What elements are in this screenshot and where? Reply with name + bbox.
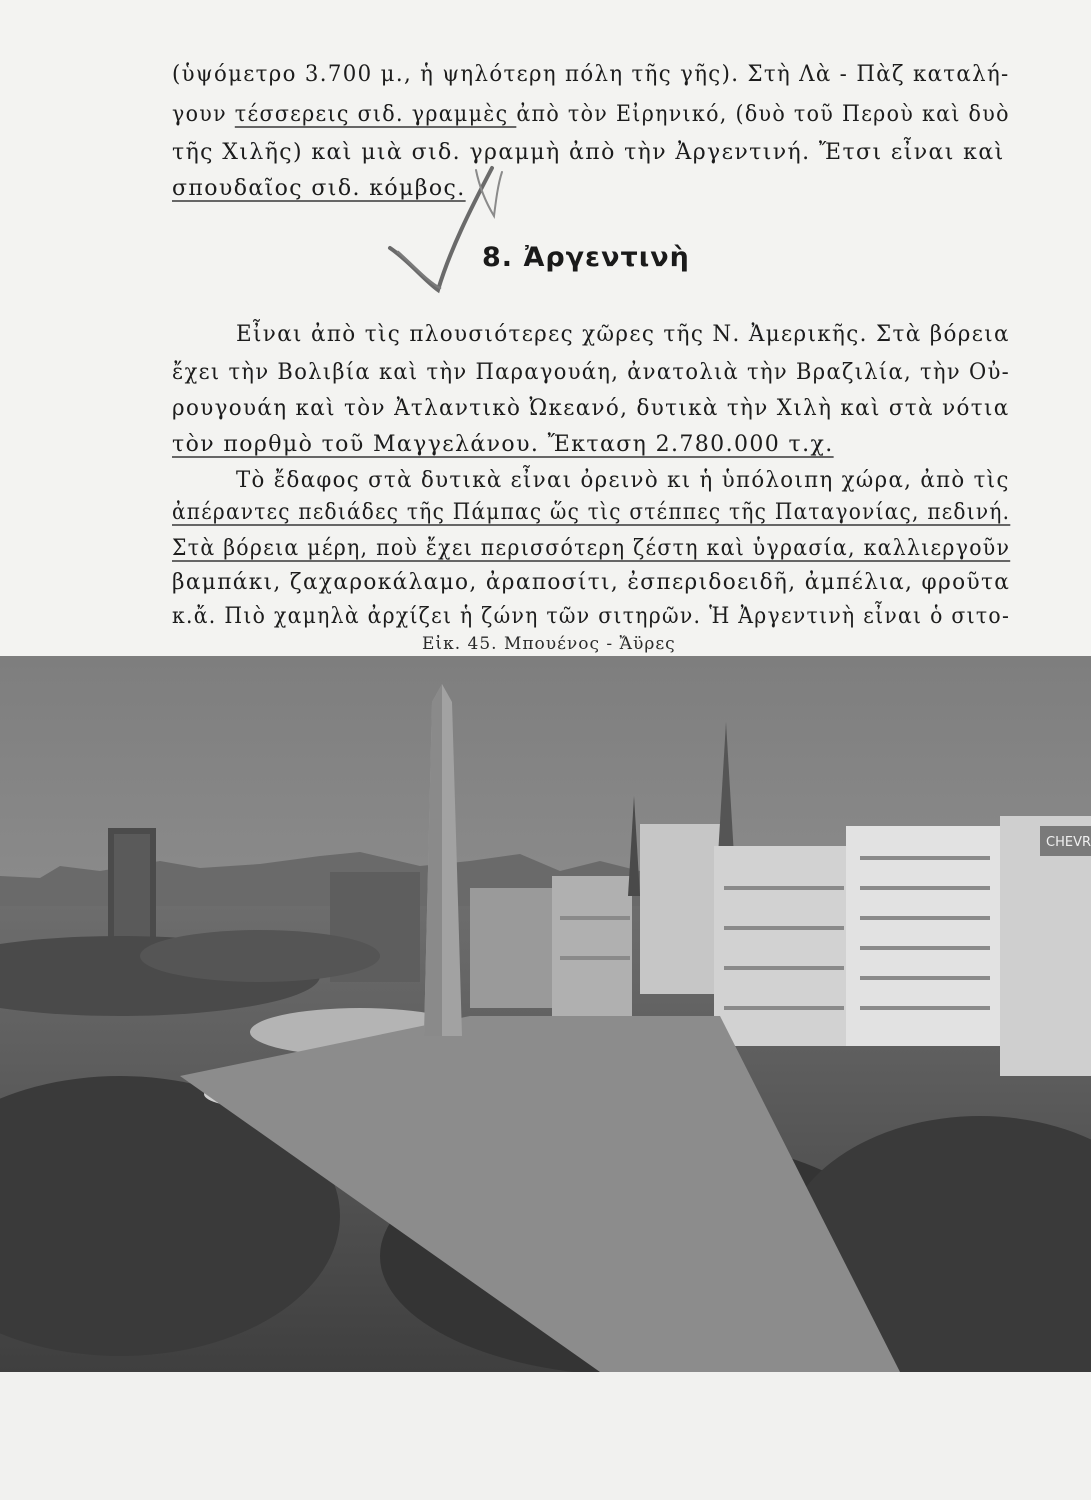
figure-caption: Εἰκ. 45. Μπουένος - Ἄϋρες	[422, 634, 676, 654]
para2-line-4: βαμπάκι, ζαχαροκάλαμο, ἀραποσίτι, ἐσπεριδοειδῆ, ἀμπέλια, φροῦτα	[172, 570, 1011, 595]
para1-line-1: Εἶναι ἀπὸ τὶς πλουσιότερες χῶρες τῆς Ν. Ἀμερικῆς. Στὰ βόρεια	[236, 322, 1010, 347]
text-line-2	[172, 102, 1010, 127]
building-sign: CHEVR	[1046, 835, 1091, 850]
text-line-4: σπουδαῖος σιδ. κόμβος.	[172, 176, 466, 201]
para1-line-4: τὸν πορθμὸ τοῦ Μαγγελάνου. Ἔκταση 2.780.000 τ.χ.	[172, 432, 834, 457]
section-heading: 8. Ἀργεντινὴ	[482, 242, 690, 273]
underlined-phrase: τέσσερεις σιδ. γραμμὲς	[234, 102, 517, 127]
text-line-3: τῆς Χιλῆς) καὶ μιὰ σιδ. γραμμὴ ἀπὸ τὴν Ἀργεντινή. Ἔτσι εἶναι καὶ	[172, 140, 1005, 165]
text-segment: γουν	[172, 102, 235, 127]
page-bottom-margin	[0, 1372, 1091, 1500]
text-line-1: (ὑψόμετρο 3.700 μ., ἡ ψηλότερη πόλη τῆς γῆς). Στὴ Λὰ - Πὰζ καταλή-	[172, 62, 1010, 87]
para2-line-1: Τὸ ἔδαφος στὰ δυτικὰ εἶναι ὀρεινὸ κι ἡ ὑπόλοιπη χώρα, ἀπὸ τὶς	[236, 468, 1010, 493]
para1-line-3: ρουγουάη καὶ τὸν Ἀτλαντικὸ Ὠκεανό, δυτικὰ τὴν Χιλὴ καὶ στὰ νότια	[172, 396, 1010, 421]
para2-line-3: Στὰ βόρεια μέρη, ποὺ ἔχει περισσότερη ζέστη καὶ ὑγρασία, καλλιεργοῦν	[172, 536, 1011, 561]
para2-line-5: κ.ἄ. Πιὸ χαμηλὰ ἀρχίζει ἡ ζώνη τῶν σιτηρῶν. Ἡ Ἀργεντινὴ εἶναι ὁ σιτο-	[172, 604, 1011, 629]
para2-line-2: ἀπέραντες πεδιάδες τῆς Πάμπας ὥς τὶς στέππες τῆς Παταγονίας, πεδινή.	[172, 500, 1011, 525]
buenos-aires-photo	[0, 656, 1091, 1372]
pencil-check-mark	[380, 160, 510, 300]
text-segment: ἀπὸ τὸν Εἰρηνικό, (δυὸ τοῦ Περοὺ καὶ δυὸ	[516, 102, 1010, 127]
para1-line-2: ἔχει τὴν Βολιβία καὶ τὴν Παραγουάη, ἀνατολιὰ τὴν Βραζιλία, τὴν Οὐ-	[172, 360, 1011, 385]
